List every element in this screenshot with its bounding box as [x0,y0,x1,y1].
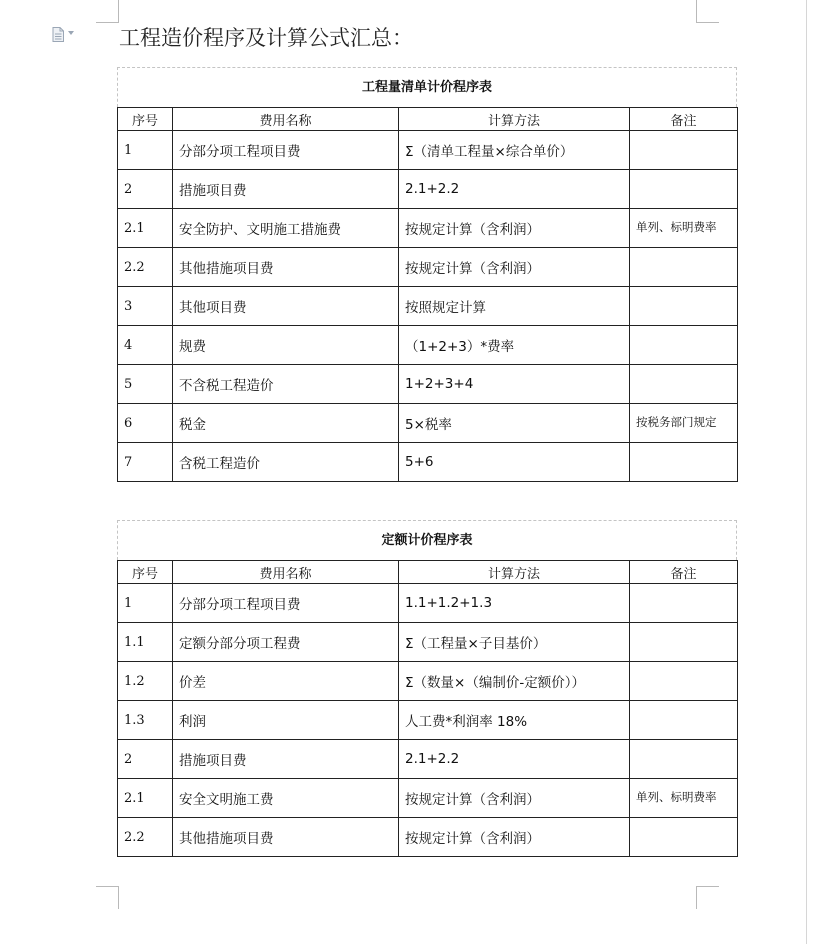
cell-seq: 2.2 [118,818,173,857]
header-remark: 备注 [630,108,738,131]
table-row [118,131,738,170]
cell-remark [630,662,738,701]
cell-seq: 1 [118,131,173,170]
cell-fee-name: 其他措施项目费 [173,248,399,287]
table-row [118,818,738,857]
table-row [118,404,738,443]
cell-fee-name: 定额分部分项工程费 [173,623,399,662]
cell-remark: 单列、标明费率 [630,209,738,248]
cell-seq: 1.1 [118,623,173,662]
cell-fee-name: 其他措施项目费 [173,818,399,857]
header-calc-method: 计算方法 [399,108,630,131]
table-row [118,248,738,287]
table-row [118,287,738,326]
cell-seq: 7 [118,443,173,482]
cell-calc-method: 按照规定计算 [399,287,630,326]
cell-calc-method: Σ（清单工程量×综合单价） [399,131,630,170]
cell-fee-name: 安全防护、文明施工措施费 [173,209,399,248]
cell-calc-method: 1.1+1.2+1.3 [399,584,630,623]
cell-remark [630,818,738,857]
quota-pricing-table [117,560,738,857]
cell-seq: 1.2 [118,662,173,701]
cell-remark [630,365,738,404]
cell-seq: 4 [118,326,173,365]
cell-calc-method: 5+6 [399,443,630,482]
cell-calc-method: 1+2+3+4 [399,365,630,404]
cell-fee-name: 措施项目费 [173,170,399,209]
cell-remark [630,701,738,740]
cell-seq: 2.2 [118,248,173,287]
table-row [118,779,738,818]
cell-fee-name: 价差 [173,662,399,701]
header-calc-method: 计算方法 [399,561,630,584]
cell-seq: 2 [118,740,173,779]
table-row [118,443,738,482]
header-seq: 序号 [118,561,173,584]
table-header-row [118,108,738,131]
cell-remark [630,131,738,170]
cell-calc-method: 2.1+2.2 [399,740,630,779]
cell-calc-method: （1+2+3）*费率 [399,326,630,365]
cell-fee-name: 其他项目费 [173,287,399,326]
table-row [118,326,738,365]
cell-calc-method: 按规定计算（含利润） [399,779,630,818]
cell-fee-name: 安全文明施工费 [173,779,399,818]
table-row [118,623,738,662]
quota-pricing-table-block [117,520,737,857]
cell-calc-method: 人工费*利润率 18% [399,701,630,740]
table-row [118,365,738,404]
cell-calc-method: 5×税率 [399,404,630,443]
cell-fee-name: 含税工程造价 [173,443,399,482]
cell-seq: 1 [118,584,173,623]
cell-remark: 单列、标明费率 [630,779,738,818]
bill-of-quantities-table-block [117,67,737,482]
cell-seq: 2 [118,170,173,209]
cell-seq: 1.3 [118,701,173,740]
cell-fee-name: 规费 [173,326,399,365]
margin-corner-bottom-left [96,886,119,909]
cell-seq: 2.1 [118,209,173,248]
header-seq: 序号 [118,108,173,131]
cell-calc-method: 2.1+2.2 [399,170,630,209]
cell-fee-name: 分部分项工程项目费 [173,131,399,170]
cell-remark [630,248,738,287]
cell-seq: 5 [118,365,173,404]
cell-remark [630,623,738,662]
table-header-row [118,561,738,584]
table-row [118,584,738,623]
cell-fee-name: 利润 [173,701,399,740]
cell-calc-method: Σ（工程量×子目基价） [399,623,630,662]
header-fee-name: 费用名称 [173,108,399,131]
table-row [118,170,738,209]
margin-corner-bottom-right [696,886,719,909]
cell-remark [630,170,738,209]
cell-fee-name: 不含税工程造价 [173,365,399,404]
header-remark: 备注 [630,561,738,584]
table-caption: 定额计价程序表 [117,520,737,560]
cell-fee-name: 措施项目费 [173,740,399,779]
header-fee-name: 费用名称 [173,561,399,584]
document-title: 工程造价程序及计算公式汇总： [119,26,413,50]
cell-remark [630,326,738,365]
cell-calc-method: Σ（数量×（编制价-定额价）） [399,662,630,701]
table-row [118,662,738,701]
cell-seq: 3 [118,287,173,326]
cell-remark [630,740,738,779]
cell-seq: 2.1 [118,779,173,818]
cell-remark [630,287,738,326]
margin-corner-top-left [96,0,119,23]
table-row [118,740,738,779]
cell-remark [630,584,738,623]
bill-of-quantities-table [117,107,738,482]
cell-calc-method: 按规定计算（含利润） [399,209,630,248]
cell-remark [630,443,738,482]
page-edge [806,0,807,944]
cell-seq: 6 [118,404,173,443]
cell-fee-name: 税金 [173,404,399,443]
cell-remark: 按税务部门规定 [630,404,738,443]
caret-down-icon[interactable] [68,31,74,35]
table-row [118,701,738,740]
document-icon[interactable] [52,27,64,42]
table-caption: 工程量清单计价程序表 [117,67,737,107]
cell-fee-name: 分部分项工程项目费 [173,584,399,623]
table-row [118,209,738,248]
cell-calc-method: 按规定计算（含利润） [399,248,630,287]
cell-calc-method: 按规定计算（含利润） [399,818,630,857]
margin-corner-top-right [696,0,719,23]
